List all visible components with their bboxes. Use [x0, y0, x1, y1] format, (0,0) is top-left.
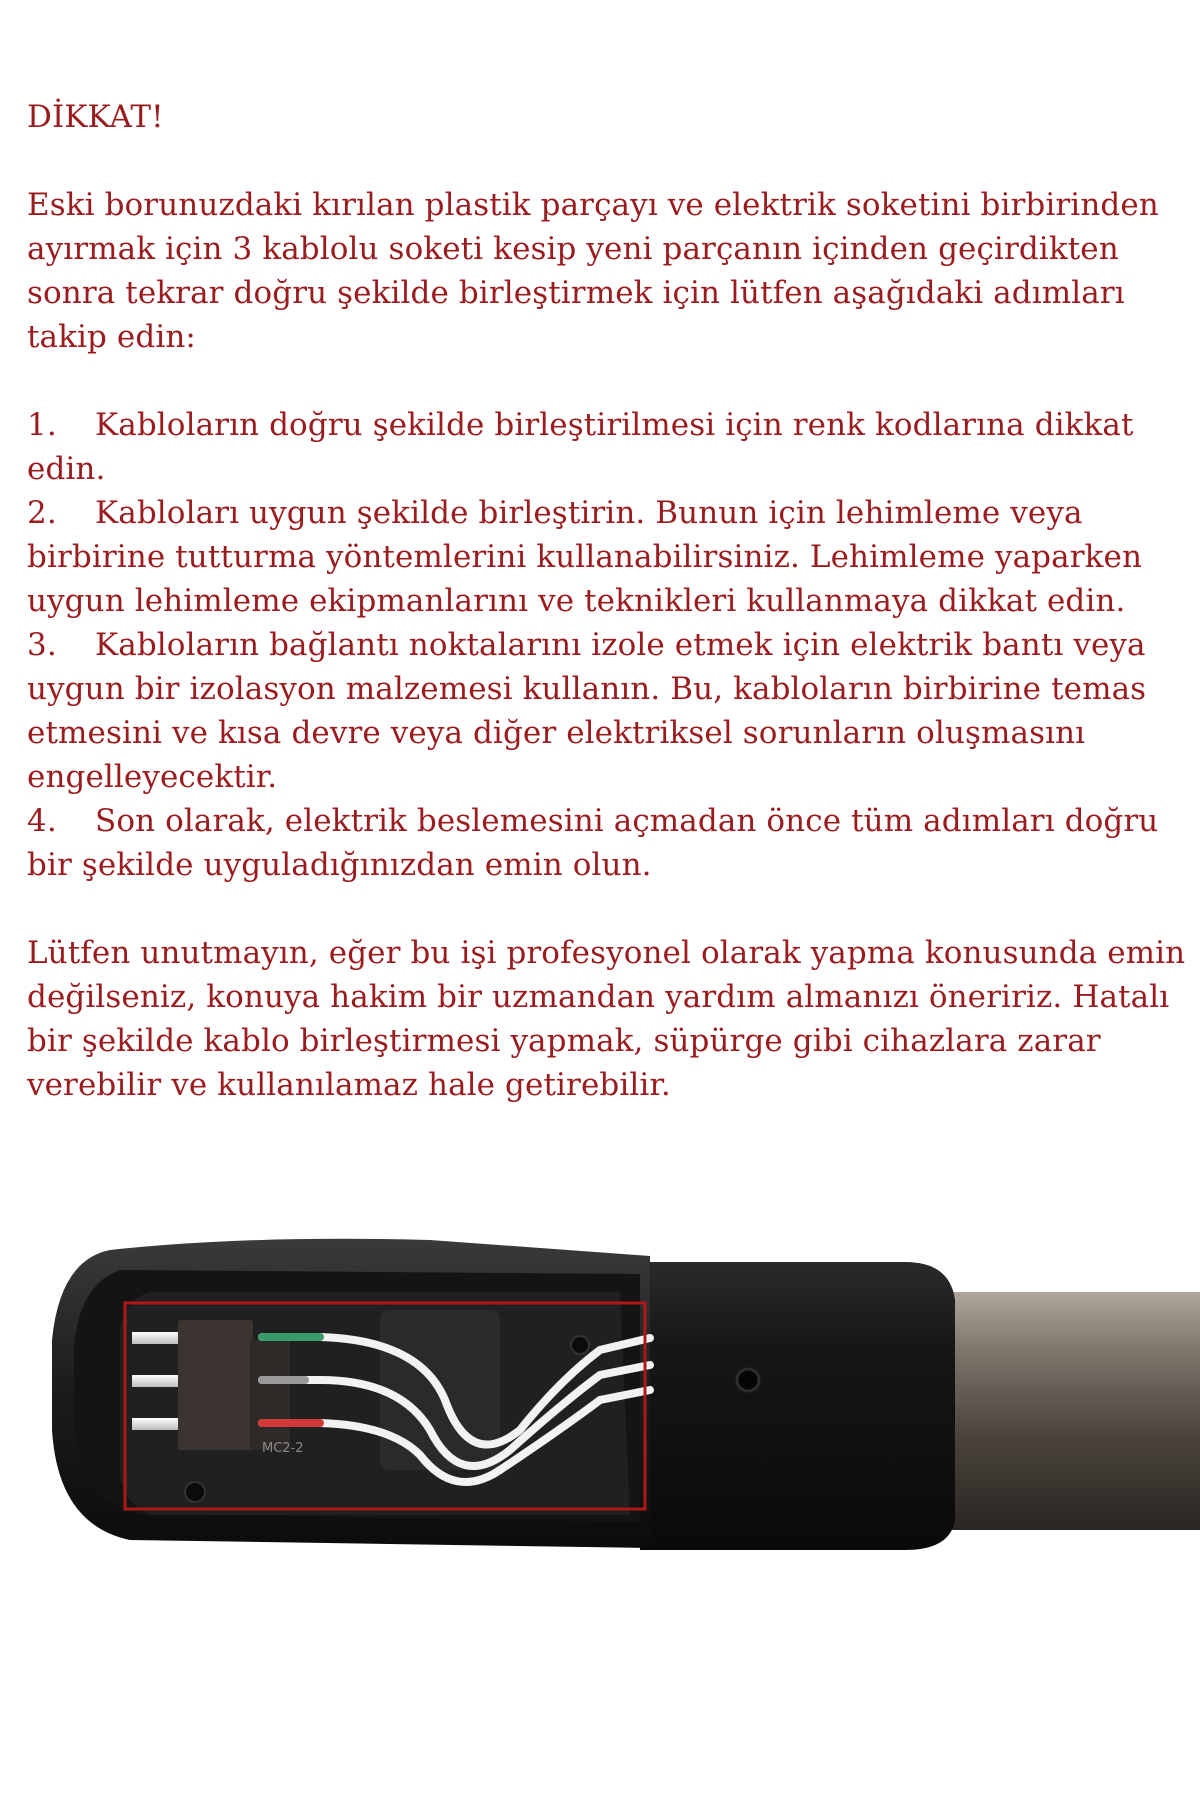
- step-text: Kabloların bağlantı noktalarını izole etmek için elektrik bantı veya uygun bir izolasyon malzemesi kullanın. Bu, kabloların birbirine temas etmesini ve kısa devre veya diğer elektriksel sorunların oluşmasını engelleyecektir.: [27, 627, 1147, 795]
- housing-screw-icon: [571, 1336, 589, 1354]
- housing-screw-icon: [185, 1482, 205, 1502]
- step-text: Kabloları uygun şekilde birleştirin. Bunun için lehimleme veya birbirine tutturma yöntemlerini kullanabilirsiniz. Lehimleme yaparken uygun lehimleme ekipmanlarını ve teknikleri kullanmaya dikkat edin.: [27, 495, 1143, 619]
- screw-hole-icon: [737, 1369, 759, 1391]
- closing-paragraph: Lütfen unutmayın, eğer bu işi profesyonel olarak yapma konusunda emin değilseniz, konuya hakim bir uzmandan yardım almanızı öneririz. Hatalı bir şekilde kablo birleştirmesi yapmak, süpürge gibi cihazlara zarar verebilir ve kullanılamaz hale getirebilir.: [27, 935, 1186, 1103]
- step-number: 2.: [27, 495, 57, 531]
- step-text: Son olarak, elektrik beslemesini açmadan önce tüm adımları doğru bir şekilde uyguladığınızdan emin olun.: [27, 803, 1159, 883]
- step-number: 1.: [27, 407, 57, 443]
- list-item: [27, 403, 1187, 491]
- list-item: [27, 491, 1187, 623]
- list-item: [27, 623, 1187, 799]
- warning-heading: DİKKAT!: [27, 99, 164, 135]
- instructions-text: [27, 95, 1187, 1151]
- connector-pin: [132, 1375, 180, 1387]
- step-number: 4.: [27, 803, 57, 839]
- step-number: 3.: [27, 627, 57, 663]
- step-text: Kabloların doğru şekilde birleştirilmesi için renk kodlarına dikkat edin.: [27, 407, 1134, 487]
- connector-pin: [132, 1418, 180, 1430]
- socket-block: [178, 1320, 253, 1450]
- black-sleeve: [640, 1262, 955, 1550]
- steps-list: [27, 403, 1187, 887]
- list-item: [27, 799, 1187, 887]
- intro-paragraph: Eski borunuzdaki kırılan plastik parçayı ve elektrik soketini birbirinden ayırmak için 3 kablolu soketi kesip yeni parçanın içinden geçirdikten sonra tekrar doğru şekilde birleştirmek için lütfen aşağıdaki adımları takip edin:: [27, 187, 1159, 355]
- connector-pin: [132, 1332, 180, 1344]
- vacuum-pipe-photo: [0, 1230, 1200, 1570]
- connector-marking: MC2-2: [262, 1441, 304, 1456]
